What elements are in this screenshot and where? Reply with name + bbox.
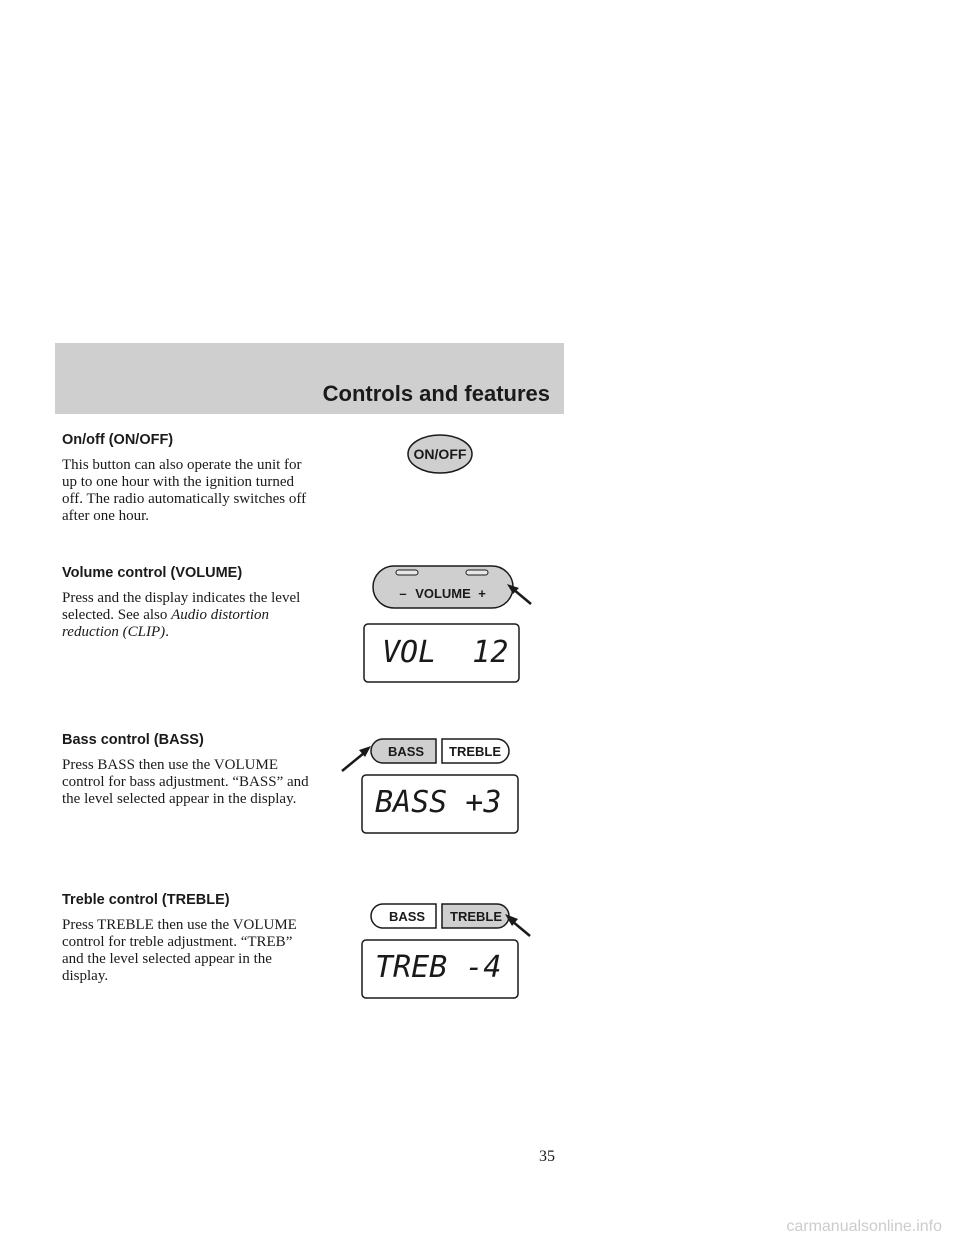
- watermark: carmanualsonline.info: [786, 1218, 942, 1235]
- clip-reference: Audio distortion reduction (CLIP): [62, 607, 270, 640]
- header-band: [55, 343, 564, 414]
- section-body: Press TREBLE then use the VOLUME control for treble adjustment. “TREB” and the level selected appear in the display.: [62, 917, 297, 984]
- section-body: Press and the display indicates the level selected. See also Audio distortion reduction (CLIP).: [62, 590, 301, 640]
- section-title: On/off (ON/OFF): [62, 432, 174, 448]
- page-title: Controls and features: [322, 381, 550, 406]
- bass-button-label: BASS: [388, 909, 426, 924]
- volume-indicator-left: [396, 570, 418, 575]
- section-title: Treble control (TREBLE): [62, 892, 230, 908]
- volume-display-text: VOL 12: [382, 635, 509, 670]
- treble-display-text: TREB -4: [375, 950, 502, 985]
- volume-plus: +: [478, 586, 486, 601]
- volume-indicator-right: [466, 570, 488, 575]
- section-body: Press BASS then use the VOLUME control for bass adjustment. “BASS” and the level selected appear in the display.: [62, 757, 309, 807]
- figure-treble: [358, 900, 548, 1004]
- page-number: 35: [539, 1148, 555, 1165]
- press-arrow-icon: [342, 746, 371, 771]
- figure-volume: [360, 562, 540, 684]
- volume-minus: –: [399, 586, 407, 601]
- onoff-button-label: ON/OFF: [413, 446, 467, 462]
- volume-label: VOLUME: [415, 586, 471, 601]
- figure-onoff: [405, 432, 475, 476]
- section-bass: [62, 732, 312, 808]
- bass-button-label: BASS: [387, 744, 425, 759]
- treble-button-label: TREBLE: [450, 909, 502, 924]
- section-title: Volume control (VOLUME): [62, 565, 243, 581]
- figure-bass: [340, 735, 540, 839]
- section-onoff: [62, 432, 312, 525]
- section-body: This button can also operate the unit for up to one hour with the ignition turned off. The radio automatically switches off after one hour.: [62, 457, 307, 524]
- press-arrow-icon: [505, 914, 530, 936]
- section-volume: [62, 565, 312, 641]
- bass-display-text: BASS +3: [375, 785, 502, 820]
- section-treble: [62, 892, 312, 985]
- section-title: Bass control (BASS): [62, 732, 204, 748]
- treble-button-label: TREBLE: [449, 744, 501, 759]
